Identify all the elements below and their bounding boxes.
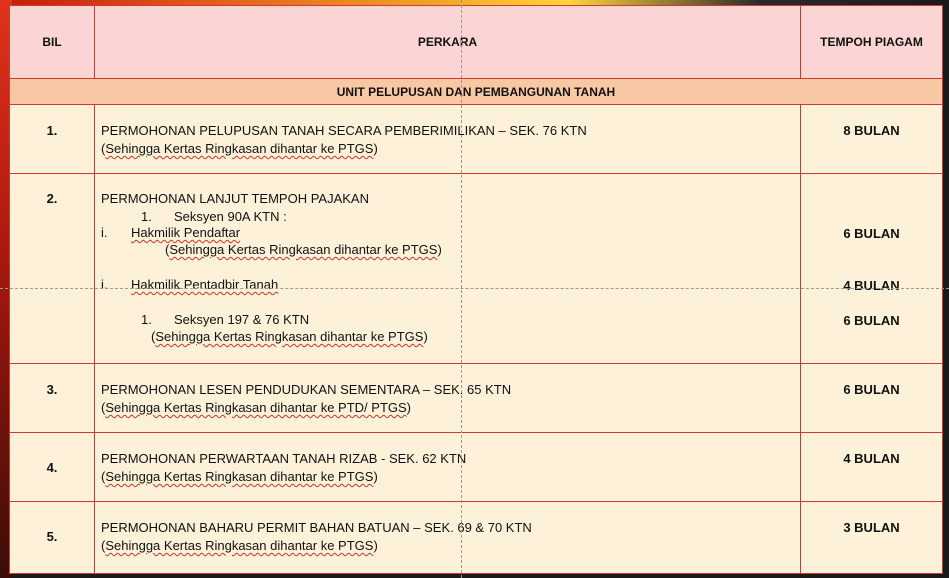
sub-item-number: 1. — [141, 312, 152, 327]
sub-item-label: Seksyen 197 & 76 KTN — [174, 312, 310, 327]
row-title: PERMOHONAN LESEN PENDUDUKAN SEMENTARA – SEK. 65 KTN — [101, 382, 512, 397]
slide-center-guide-vertical — [461, 0, 462, 578]
sub-item-number: i. — [101, 277, 108, 292]
row-tempoh-text: 4 BULAN — [843, 451, 900, 466]
sub-item-number: 1. — [141, 209, 152, 224]
sub-item-label: Seksyen 90A KTN : — [174, 209, 287, 224]
row-bil-text: 3. — [46, 382, 58, 397]
row-bil-text: 2. — [46, 191, 58, 206]
row-note: (Sehingga Kertas Ringkasan dihantar ke PTGS) — [101, 538, 378, 553]
row-note: (Sehingga Kertas Ringkasan dihantar ke PTGS) — [101, 141, 378, 156]
row-bil — [10, 433, 95, 502]
row-tempoh — [801, 364, 943, 433]
row-tempoh-text: 8 BULAN — [843, 123, 900, 138]
header-perkara: PERKARA — [95, 6, 801, 79]
row-perkara — [95, 174, 801, 364]
row-tempoh — [801, 174, 943, 364]
row-tempoh — [801, 433, 943, 502]
row-bil-text: 1. — [46, 123, 58, 138]
row-tempoh-text: 6 BULAN — [843, 226, 900, 241]
row-title: PERMOHONAN BAHARU PERMIT BAHAN BATUAN – SEK. 69 & 70 KTN — [101, 520, 532, 535]
row-perkara — [95, 105, 801, 174]
row-tempoh-text: 6 BULAN — [843, 382, 900, 397]
row-tempoh — [801, 105, 943, 174]
table-header-row — [10, 6, 943, 79]
row-tempoh-text: 6 BULAN — [843, 313, 900, 328]
row-perkara — [95, 502, 801, 574]
sub-item-number: i. — [101, 225, 108, 240]
row-title: PERMOHONAN PELUPUSAN TANAH SECARA PEMBERIMILIKAN – SEK. 76 KTN — [101, 123, 587, 138]
row-perkara — [95, 364, 801, 433]
slide-center-guide-horizontal — [0, 288, 949, 289]
header-bil: BIL — [10, 6, 95, 79]
row-note: (Sehingga Kertas Ringkasan dihantar ke PTD/ PTGS) — [101, 400, 412, 415]
row-perkara — [95, 433, 801, 502]
row-bil — [10, 364, 95, 433]
table-row — [10, 105, 943, 174]
row-tempoh — [801, 502, 943, 574]
row-bil-text: 5. — [46, 529, 58, 544]
piagam-table — [9, 5, 943, 574]
table-row — [10, 433, 943, 502]
row-bil-text: 4. — [46, 460, 58, 475]
row-bil — [10, 105, 95, 174]
table-row — [10, 174, 943, 364]
sub-item-label: Hakmilik Pendaftar — [131, 225, 241, 240]
section-row — [10, 79, 943, 105]
sub-item-note: (Sehingga Kertas Ringkasan dihantar ke PTGS) — [165, 242, 442, 257]
row-tempoh-text: 4 BULAN — [843, 278, 900, 293]
table-row — [10, 364, 943, 433]
row-bil — [10, 502, 95, 574]
sub-item-note: (Sehingga Kertas Ringkasan dihantar ke PTGS) — [151, 329, 428, 344]
row-tempoh-text: 3 BULAN — [843, 520, 900, 535]
row-note: (Sehingga Kertas Ringkasan dihantar ke PTGS) — [101, 469, 378, 484]
row-title: PERMOHONAN LANJUT TEMPOH PAJAKAN — [101, 191, 369, 206]
row-bil — [10, 174, 95, 364]
header-tempoh: TEMPOH PIAGAM — [801, 6, 943, 79]
sub-item-label: Hakmilik Pentadbir Tanah — [131, 277, 279, 292]
section-title: UNIT PELUPUSAN DAN PEMBANGUNAN TANAH — [10, 79, 943, 105]
row-title: PERMOHONAN PERWARTAAN TANAH RIZAB - SEK. 62 KTN — [101, 451, 467, 466]
table-row — [10, 502, 943, 574]
